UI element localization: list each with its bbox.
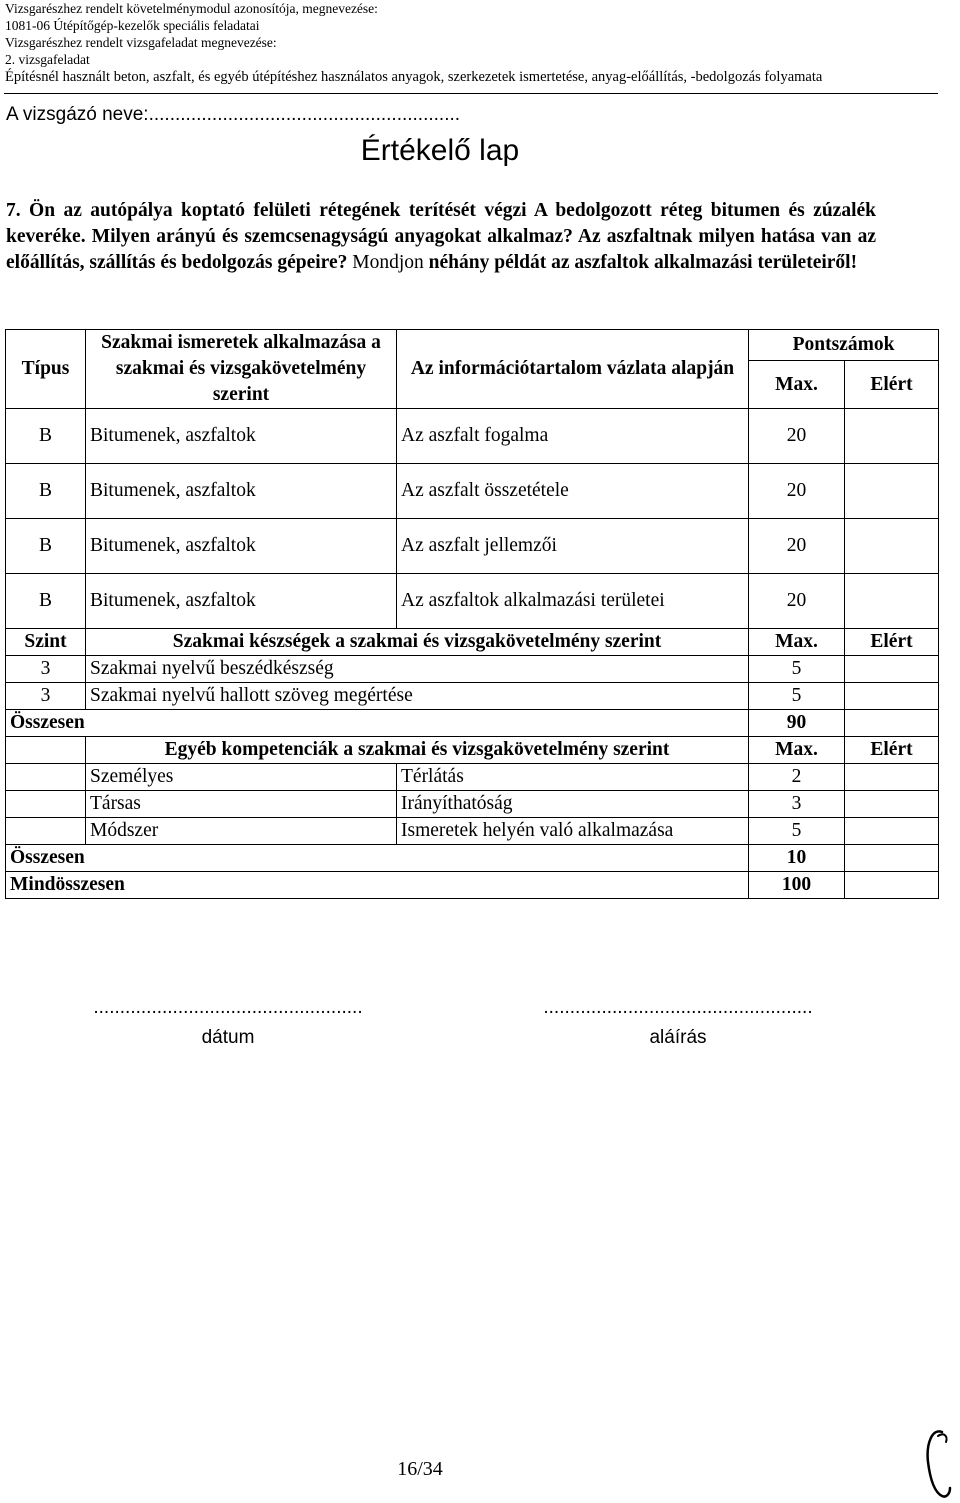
competence-category: Módszer: [86, 818, 397, 845]
subtotal-achieved: [845, 845, 939, 872]
subtotal-row: [6, 845, 939, 872]
col-type-header: Típus: [6, 330, 86, 409]
grand-total-label: Mindösszesen: [6, 872, 749, 899]
handwritten-initial-mark: [920, 1426, 954, 1498]
grand-total-achieved: [845, 872, 939, 899]
question-text-plain: Mondjon: [347, 252, 424, 273]
competence-category: Személyes: [86, 764, 397, 791]
date-label: dátum: [201, 1027, 255, 1048]
skills-header-row: [6, 629, 939, 656]
row-type: B: [6, 519, 86, 574]
col-info-header: Az információtartalom vázlata alapján: [397, 330, 749, 409]
date-dots: ...................................................: [93, 997, 363, 1018]
row-type: B: [6, 409, 86, 464]
row-content: Az aszfalt összetétele: [397, 464, 749, 519]
row-achieved: [845, 464, 939, 519]
row-type: B: [6, 574, 86, 629]
skill-name: Szakmai nyelvű beszédkészség: [86, 656, 749, 683]
sign-label: aláírás: [649, 1027, 707, 1048]
table-header-row: [6, 330, 939, 361]
skill-achieved: [845, 656, 939, 683]
row-achieved: [845, 519, 939, 574]
competence-blank: [6, 791, 86, 818]
competence-blank: [6, 818, 86, 845]
competence-empty-cell: [6, 737, 86, 764]
row-achieved: [845, 574, 939, 629]
skill-name: Szakmai nyelvű hallott szöveg megértése: [86, 683, 749, 710]
col-max-header: Max.: [749, 361, 845, 409]
competence-title: Egyéb kompetenciák a szakmai és vizsgakövetelmény szerint: [86, 737, 749, 764]
competence-max-header: Max.: [749, 737, 845, 764]
row-content: Az aszfalt fogalma: [397, 409, 749, 464]
table-row: [6, 409, 939, 464]
subtotal-value: 10: [749, 845, 845, 872]
question-text: 7. Ön az autópálya koptató felületi rétegének terítését végzi A bedolgozott réteg bitumen és zúzalék keveréke. Milyen arányú és szemcsenagyságú anyagokat alkalmaz? Az aszfaltnak milyen hatása van az előállítás, szállítás és bedolgozás gépeire?: [6, 200, 876, 273]
table-row: [6, 464, 939, 519]
grand-total-row: [6, 872, 939, 899]
competence-max: 3: [749, 791, 845, 818]
table-row: [6, 818, 939, 845]
row-topic: Bitumenek, aszfaltok: [86, 409, 397, 464]
competence-achieved-header: Elért: [845, 737, 939, 764]
subtotal-label: Összesen: [6, 845, 749, 872]
competence-achieved: [845, 818, 939, 845]
skills-max-header: Max.: [749, 629, 845, 656]
competence-blank: [6, 764, 86, 791]
skill-level: 3: [6, 683, 86, 710]
col-knowledge-header: Szakmai ismeretek alkalmazása a szakmai és vizsgakövetelmény szerint: [86, 330, 397, 409]
subtotal-row: [6, 710, 939, 737]
col-achieved-header: Elért: [845, 361, 939, 409]
table-row: [6, 656, 939, 683]
competence-name: Irányíthatóság: [397, 791, 749, 818]
competence-name: Térlátás: [397, 764, 749, 791]
row-topic: Bitumenek, aszfaltok: [86, 464, 397, 519]
header-divider: [4, 93, 938, 94]
grand-total-value: 100: [749, 872, 845, 899]
competence-max: 5: [749, 818, 845, 845]
skill-level: 3: [6, 656, 86, 683]
skills-title: Szakmai készségek a szakmai és vizsgakövetelmény szerint: [86, 629, 749, 656]
header-line-5: Építésnél használt beton, aszfalt, és egyéb útépítéshez használatos anyagok, szerkezetek ismertetése, anyag-előállítás, -bedolgozás folyamata: [5, 69, 823, 85]
table-row: [6, 791, 939, 818]
sign-dots: ...................................................: [543, 997, 813, 1018]
table-row: [6, 519, 939, 574]
skill-max: 5: [749, 656, 845, 683]
competence-header-row: [6, 737, 939, 764]
header-line-3: Vizsgarészhez rendelt vizsgafeladat megnevezése:: [5, 35, 277, 50]
header-line-2: 1081-06 Útépítőgép-kezelők speciális feladatai: [5, 18, 260, 33]
header-line-4: 2. vizsgafeladat: [5, 52, 90, 67]
date-signature-block: [78, 993, 378, 1053]
header-line-1: Vizsgarészhez rendelt követelménymodul azonosítója, megnevezése:: [5, 1, 378, 16]
row-topic: Bitumenek, aszfaltok: [86, 574, 397, 629]
row-content: Az aszfaltok alkalmazási területei: [397, 574, 749, 629]
row-max: 20: [749, 464, 845, 519]
row-type: B: [6, 464, 86, 519]
competence-achieved: [845, 764, 939, 791]
table-row: [6, 574, 939, 629]
subtotal-label: Összesen: [6, 710, 749, 737]
task-question: [6, 198, 876, 276]
row-max: 20: [749, 574, 845, 629]
page-number: 16/34: [397, 1458, 443, 1480]
row-max: 20: [749, 409, 845, 464]
row-achieved: [845, 409, 939, 464]
col-points-header: Pontszámok: [749, 330, 939, 361]
skill-achieved: [845, 683, 939, 710]
skills-level-header: Szint: [6, 629, 86, 656]
competence-achieved: [845, 791, 939, 818]
row-max: 20: [749, 519, 845, 574]
table-row: [6, 683, 939, 710]
document-header: [5, 0, 955, 86]
subtotal-value: 90: [749, 710, 845, 737]
table-row: [6, 764, 939, 791]
competence-name: Ismeretek helyén való alkalmazása: [397, 818, 749, 845]
competence-max: 2: [749, 764, 845, 791]
row-topic: Bitumenek, aszfaltok: [86, 519, 397, 574]
skill-max: 5: [749, 683, 845, 710]
candidate-name-field: A vizsgázó neve:...........................................................: [6, 104, 461, 125]
sign-signature-block: [528, 993, 828, 1053]
row-content: Az aszfalt jellemzői: [397, 519, 749, 574]
evaluation-table: [5, 329, 939, 899]
competence-category: Társas: [86, 791, 397, 818]
subtotal-achieved: [845, 710, 939, 737]
page-title: Értékelő lap: [360, 134, 520, 167]
skills-achieved-header: Elért: [845, 629, 939, 656]
question-text-end: néhány példát az aszfaltok alkalmazási területeiről!: [423, 252, 858, 273]
